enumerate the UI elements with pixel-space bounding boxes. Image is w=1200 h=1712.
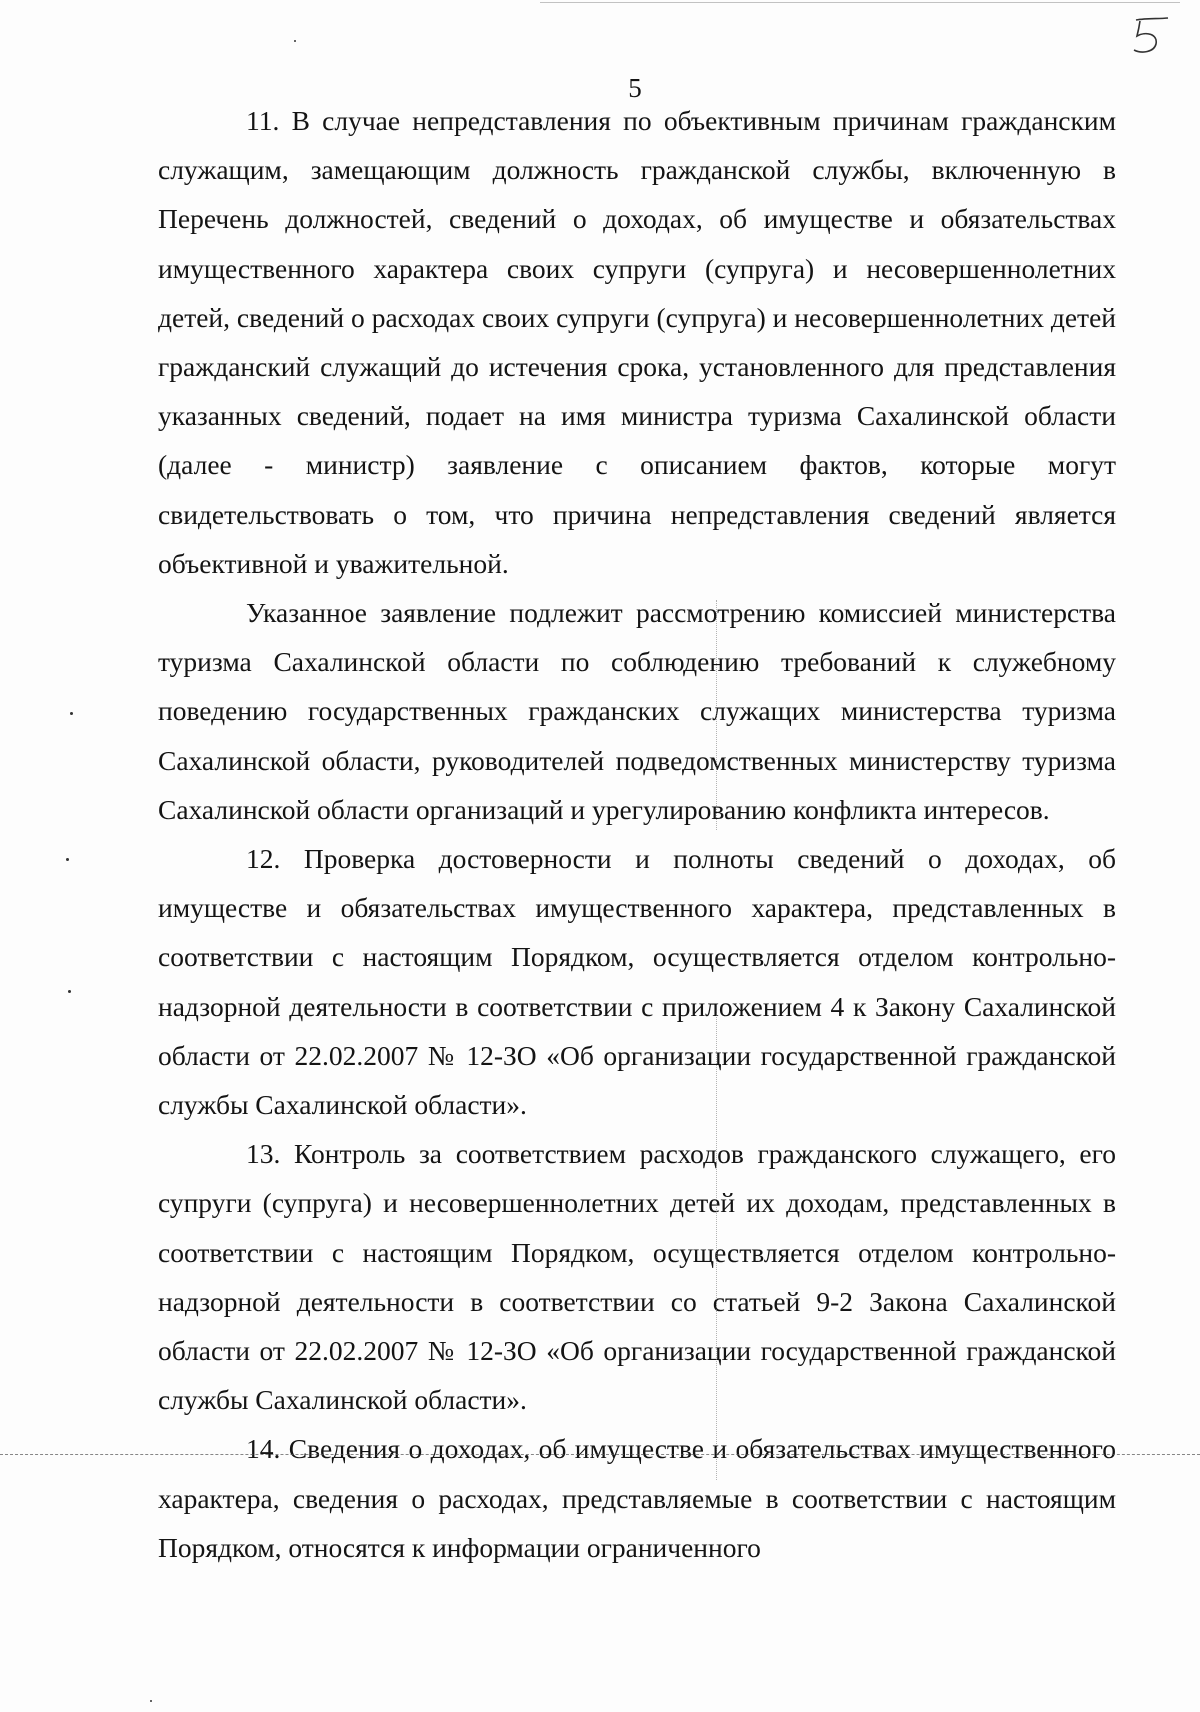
paragraph-13: 13. Контроль за соответствием расходов гражданского служащего, его супруги (супруга) и несовершеннолетних детей их доходам, представленных в соответствии с настоящим Порядком, осуществляется отделом контрольно-надзорной деятельности в соответствии со статьей 9-2 Закона Сахалинской области от 22.02.2007 № 12-ЗО «Об организации государственной гражданской службы Сахалинской области». xyxy=(158,1138,1116,1416)
handwritten-page-mark xyxy=(1128,14,1172,58)
page-fold-line xyxy=(0,1454,1200,1455)
paragraph-11: 11. В случае непредставления по объективным причинам гражданским служащим, замещающим должность гражданской службы, включенную в Перечень должностей, сведений о доходах, об имуществе и обязательствах имущественного характера своих супруги (супруга) и несовершеннолетних детей, сведений о расходах своих супруги (супруга) и несовершеннолетних детей гражданский служащий до истечения срока, установленного для представления указанных сведений, подает на имя министра туризма Сахалинской области (далее - министр) заявление с описанием фактов, которые могут свидетельствовать о том, что причина непредставления сведений является объективной и уважительной. xyxy=(158,105,1116,579)
paragraph-statement: Указанное заявление подлежит рассмотрению комиссией министерства туризма Сахалинской области по соблюдению требований к служебному поведению государственных гражданских служащих министерства туризма Сахалинской области, руководителей подведомственных министерству туризма Сахалинской области организаций и урегулированию конфликта интересов. xyxy=(158,597,1116,825)
scan-speck xyxy=(66,858,69,861)
scan-streak-upper xyxy=(716,600,717,830)
paragraph-12: 12. Проверка достоверности и полноты сведений о доходах, об имуществе и обязательствах имущественного характера, представленных в соответствии с настоящим Порядком, осуществляется отделом контрольно-надзорной деятельности в соответствии с приложением 4 к Закону Сахалинской области от 22.02.2007 № 12-ЗО «Об организации государственной гражданской службы Сахалинской области». xyxy=(158,843,1116,1121)
page-number: 5 xyxy=(628,73,642,103)
scan-streak xyxy=(716,1010,717,1480)
scan-speck xyxy=(294,40,296,42)
scan-speck xyxy=(70,712,73,715)
paragraph-14: 14. Сведения о доходах, об имуществе и обязательствах имущественного характера, сведения о расходах, представляемые в соответствии с настоящим Порядком, относятся к информации ограниченного xyxy=(158,1433,1116,1563)
document-body xyxy=(158,96,1116,1572)
scan-edge-line xyxy=(540,2,1180,3)
scan-speck xyxy=(68,990,71,993)
scan-speck xyxy=(150,1700,152,1702)
